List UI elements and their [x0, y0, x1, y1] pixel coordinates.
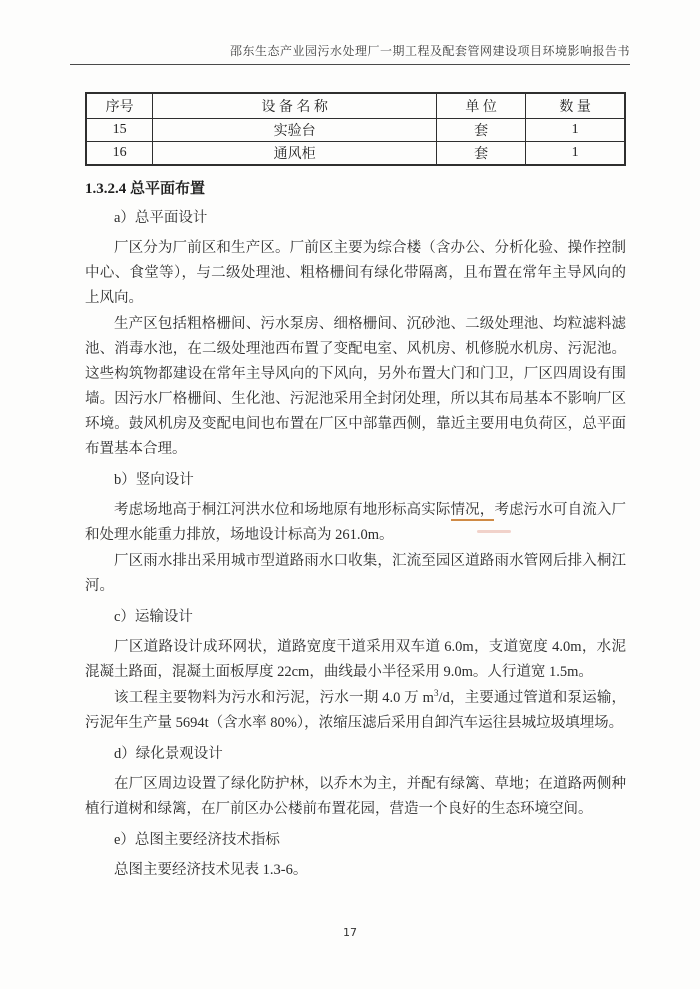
table-cell-quantity: 1: [526, 118, 625, 141]
table-header-cell-quantity: 数 量: [526, 93, 625, 118]
running-header-title: 邵东生态产业园污水处理厂一期工程及配套管网建设项目环境影响报告书: [229, 44, 630, 58]
running-header: [70, 42, 630, 65]
page-number: 17: [343, 926, 357, 939]
table-cell-unit: 套: [436, 118, 525, 141]
section-heading: 1.3.2.4 总平面布置: [85, 180, 206, 197]
subsection-a-title: a）总平面设计: [114, 209, 208, 226]
table-header-cell-name: 设 备 名 称: [153, 93, 437, 118]
paragraph-indicator-reference: 总图主要经济技术见表 1.3-6。: [114, 861, 308, 878]
paragraph-general-layout-1: 厂区分为厂前区和生产区。厂前区主要为综合楼（含办公、分析化验、操作控制中心、食堂等），与二级处理池、粗格栅间有绿化带隔离，且布置在常年主导风向的上风向。: [85, 239, 626, 306]
table-cell-index: 15: [86, 118, 153, 141]
equipment-table: [85, 92, 626, 166]
paragraph-general-layout-2: 生产区包括粗格栅间、污水泵房、细格栅间、沉砂池、二级处理池、均粒滤料滤池、消毒水池，在二级处理池西布置了变配电室、风机房、机修脱水机房、污泥池。这些构筑物都建设在常年主导风向的下风向，另外布置大门和门卫，厂区四周设有围墙。因污水厂格栅间、生化池、污泥池采用全封闭处理，所以其布局基本不影响厂区环境。鼓风机房及变配电间也布置在厂区中部靠西侧，靠近主要用电负荷区，总平面布置基本合理。: [85, 315, 626, 457]
header-divider: [70, 64, 630, 65]
paragraph-transport-design-1: 厂区道路设计成环网状，道路宽度干道采用双车道 6.0m，支道宽度 4.0m，水泥混凝土路面，混凝土面板厚度 22cm，曲线最小半径采用 9.0m。人行道宽 1.5m。: [85, 638, 626, 680]
table-cell-quantity: 1: [526, 141, 625, 165]
table-row: [86, 118, 625, 141]
table-cell-unit: 套: [436, 141, 525, 165]
subsection-b-title: b）竖向设计: [114, 471, 194, 488]
table-header-cell-index: 序号: [86, 93, 153, 118]
subsection-d-title: d）绿化景观设计: [114, 745, 223, 762]
paragraph-landscape-design: 在厂区周边设置了绿化防护林，以乔木为主，并配有绿篱、草地；在道路两侧种植行道树和绿篱，在厂前区办公楼前布置花园，营造一个良好的生态环境空间。: [85, 775, 626, 817]
table-cell-index: 16: [86, 141, 153, 165]
table-header-cell-unit: 单 位: [436, 93, 525, 118]
paragraph-transport-design-2: 该工程主要物料为污水和污泥，污水一期 4.0 万 $m^3/d$，主要通过管道和泵运输，污泥年生产量 5694t（含水率 80%），浓缩压滤后采用自卸汽车运往县城垃圾填埋场。: [85, 687, 627, 731]
table-header-row: [86, 93, 625, 118]
document-body: [85, 177, 626, 883]
table-row: [86, 141, 625, 165]
paragraph-vertical-design-1: 考虑场地高于桐江河洪水位和场地原有地形标高实际情况，考虑污水可自流入厂和处理水能重力排放，场地设计标高为 261.0m。: [85, 501, 627, 543]
subsection-e-title: e）总图主要经济技术指标: [114, 831, 280, 848]
scan-stray-mark: [477, 530, 511, 533]
table-cell-name: 通风柜: [153, 141, 437, 165]
paragraph-vertical-design-2: 厂区雨水排出采用城市型道路雨水口收集，汇流至园区道路雨水管网后排入桐江河。: [85, 552, 626, 594]
subsection-c-title: c）运输设计: [114, 608, 193, 625]
table-cell-name: 实验台: [153, 118, 437, 141]
